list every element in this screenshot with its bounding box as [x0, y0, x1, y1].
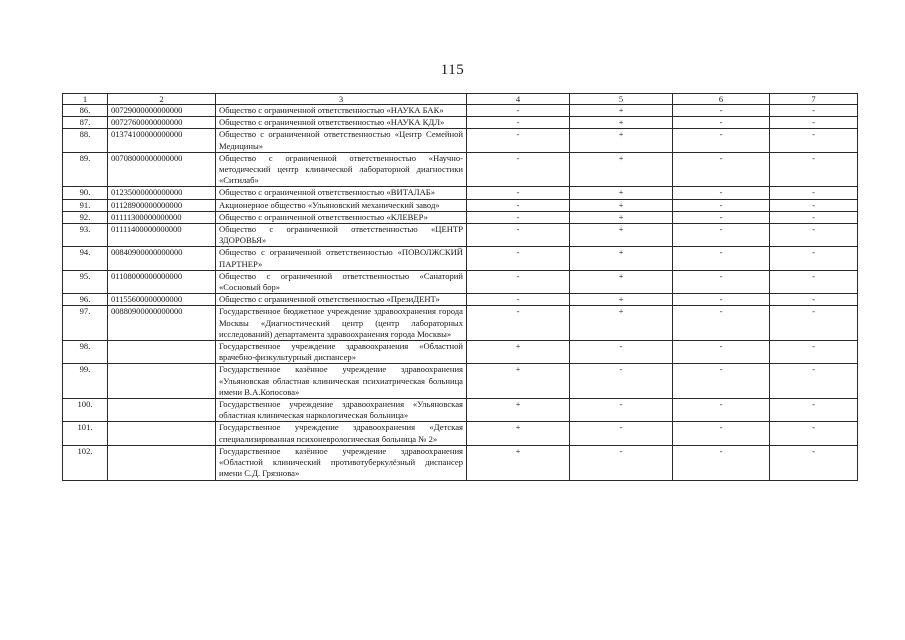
table-row: [63, 247, 858, 270]
organization-name: Государственное казённое учреждение здравоохранения «Областной клинический противотуберкулёзный диспансер имени С.Д. Грязнова»: [216, 445, 467, 480]
row-number: 87.: [63, 117, 108, 129]
mark-column-4: -: [467, 247, 570, 270]
mark-column-5: +: [570, 270, 673, 293]
row-number: 88.: [63, 129, 108, 152]
mark-column-6: -: [673, 129, 770, 152]
mark-column-5: +: [570, 105, 673, 117]
mark-column-4: -: [467, 199, 570, 211]
mark-column-4: -: [467, 306, 570, 341]
table-header: [63, 94, 858, 105]
organization-name: Общество с ограниченной ответственностью «ЦЕНТР ЗДОРОВЬЯ»: [216, 224, 467, 247]
table-row: [63, 270, 858, 293]
registry-code: 01111400000000000: [108, 224, 216, 247]
organization-name: Общество с ограниченной ответственностью «ПрезиДЕНТ»: [216, 294, 467, 306]
mark-column-7: -: [770, 364, 858, 399]
mark-column-5: +: [570, 129, 673, 152]
organization-name: Общество с ограниченной ответственностью «НАУКА КДЛ»: [216, 117, 467, 129]
mark-column-5: +: [570, 152, 673, 187]
mark-column-6: -: [673, 294, 770, 306]
row-number: 90.: [63, 187, 108, 199]
row-number: 101.: [63, 422, 108, 445]
mark-column-4: -: [467, 224, 570, 247]
mark-column-4: -: [467, 129, 570, 152]
mark-column-7: -: [770, 270, 858, 293]
mark-column-6: -: [673, 422, 770, 445]
mark-column-4: -: [467, 105, 570, 117]
mark-column-6: -: [673, 399, 770, 422]
mark-column-6: -: [673, 224, 770, 247]
organization-name: Общество с ограниченной ответственностью «Санаторий «Сосновый бор»: [216, 270, 467, 293]
registry-code: 01235000000000000: [108, 187, 216, 199]
mark-column-5: +: [570, 224, 673, 247]
mark-column-7: -: [770, 187, 858, 199]
mark-column-5: -: [570, 364, 673, 399]
registry-code: [108, 399, 216, 422]
table-row: [63, 422, 858, 445]
organization-name: Общество с ограниченной ответственностью «ПОВОЛЖСКИЙ ПАРТНЕР»: [216, 247, 467, 270]
table-row: [63, 294, 858, 306]
column-header-3: 3: [216, 94, 467, 105]
mark-column-5: +: [570, 117, 673, 129]
page-number: 115: [440, 62, 465, 78]
organization-name: Государственное учреждение здравоохранения «Детская специализированная психоневрологическая больница № 2»: [216, 422, 467, 445]
registry-code: 01128900000000000: [108, 199, 216, 211]
mark-column-4: +: [467, 422, 570, 445]
registry-code: [108, 422, 216, 445]
table-row: [63, 105, 858, 117]
table-row: [63, 117, 858, 129]
mark-column-7: -: [770, 199, 858, 211]
mark-column-7: -: [770, 129, 858, 152]
column-header-2: 2: [108, 94, 216, 105]
mark-column-4: +: [467, 341, 570, 364]
mark-column-5: +: [570, 199, 673, 211]
registry-code: 01111300000000000: [108, 211, 216, 223]
mark-column-4: +: [467, 445, 570, 480]
mark-column-5: -: [570, 399, 673, 422]
table-row: [63, 399, 858, 422]
mark-column-5: +: [570, 294, 673, 306]
column-header-7: 7: [770, 94, 858, 105]
table-row: [63, 224, 858, 247]
registry-code: [108, 341, 216, 364]
registry-code: 01374100000000000: [108, 129, 216, 152]
table-row: [63, 199, 858, 211]
mark-column-5: +: [570, 211, 673, 223]
organization-name: Государственное бюджетное учреждение здравоохранения города Москвы «Диагностический центр (центр лабораторных исследований) департамента здравоохранения города Москвы»: [216, 306, 467, 341]
mark-column-4: -: [467, 294, 570, 306]
row-number: 93.: [63, 224, 108, 247]
mark-column-6: -: [673, 364, 770, 399]
row-number: 92.: [63, 211, 108, 223]
mark-column-4: -: [467, 187, 570, 199]
row-number: 98.: [63, 341, 108, 364]
row-number: 96.: [63, 294, 108, 306]
mark-column-7: -: [770, 105, 858, 117]
organization-name: Государственное учреждение здравоохранения «Ульяновская областная клиническая наркологическая больница»: [216, 399, 467, 422]
table-body: [63, 105, 858, 481]
registry-code: 00729000000000000: [108, 105, 216, 117]
mark-column-5: +: [570, 247, 673, 270]
mark-column-7: -: [770, 399, 858, 422]
row-number: 102.: [63, 445, 108, 480]
organization-name: Общество с ограниченной ответственностью «КЛЕВЕР»: [216, 211, 467, 223]
mark-column-6: -: [673, 270, 770, 293]
mark-column-6: -: [673, 105, 770, 117]
mark-column-6: -: [673, 199, 770, 211]
mark-column-4: -: [467, 270, 570, 293]
organization-name: Общество с ограниченной ответственностью «Центр Семейной Медицины»: [216, 129, 467, 152]
mark-column-7: -: [770, 306, 858, 341]
mark-column-5: +: [570, 306, 673, 341]
registry-code: 00840900000000000: [108, 247, 216, 270]
registry-code: [108, 364, 216, 399]
mark-column-6: -: [673, 341, 770, 364]
mark-column-6: -: [673, 117, 770, 129]
mark-column-7: -: [770, 211, 858, 223]
organization-name: Общество с ограниченной ответственностью «ВИТАЛАБ»: [216, 187, 467, 199]
mark-column-5: +: [570, 187, 673, 199]
registry-code: 00708000000000000: [108, 152, 216, 187]
registry-code: 00727600000000000: [108, 117, 216, 129]
registry-code: 00880900000000000: [108, 306, 216, 341]
organization-name: Общество с ограниченной ответственностью «Научно-методический центр клинической лабораторной диагностики «Ситилаб»: [216, 152, 467, 187]
mark-column-6: -: [673, 247, 770, 270]
table-row: [63, 364, 858, 399]
mark-column-7: -: [770, 422, 858, 445]
table-row: [63, 187, 858, 199]
organization-name: Государственное учреждение здравоохранения «Областной врачебно-физкультурный диспансер»: [216, 341, 467, 364]
row-number: 89.: [63, 152, 108, 187]
row-number: 91.: [63, 199, 108, 211]
mark-column-7: -: [770, 224, 858, 247]
row-number: 94.: [63, 247, 108, 270]
mark-column-7: -: [770, 152, 858, 187]
mark-column-7: -: [770, 445, 858, 480]
mark-column-6: -: [673, 445, 770, 480]
table-row: [63, 445, 858, 480]
mark-column-4: -: [467, 152, 570, 187]
mark-column-5: -: [570, 422, 673, 445]
registry-code: 01155600000000000: [108, 294, 216, 306]
mark-column-4: +: [467, 399, 570, 422]
table-row: [63, 211, 858, 223]
mark-column-6: -: [673, 211, 770, 223]
mark-column-5: -: [570, 445, 673, 480]
row-number: 95.: [63, 270, 108, 293]
mark-column-6: -: [673, 306, 770, 341]
mark-column-4: -: [467, 117, 570, 129]
mark-column-5: -: [570, 341, 673, 364]
mark-column-7: -: [770, 341, 858, 364]
row-number: 86.: [63, 105, 108, 117]
mark-column-7: -: [770, 294, 858, 306]
mark-column-4: -: [467, 211, 570, 223]
row-number: 99.: [63, 364, 108, 399]
column-header-4: 4: [467, 94, 570, 105]
row-number: 97.: [63, 306, 108, 341]
mark-column-7: -: [770, 247, 858, 270]
table-row: [63, 306, 858, 341]
mark-column-6: -: [673, 152, 770, 187]
registry-code: [108, 445, 216, 480]
table-row: [63, 341, 858, 364]
mark-column-6: -: [673, 187, 770, 199]
column-header-1: 1: [63, 94, 108, 105]
mark-column-7: -: [770, 117, 858, 129]
table-row: [63, 129, 858, 152]
column-header-5: 5: [570, 94, 673, 105]
registry-code: 01108000000000000: [108, 270, 216, 293]
organization-name: Акционерное общество «Ульяновский механический завод»: [216, 199, 467, 211]
organization-name: Общество с ограниченной ответственностью «НАУКА БАК»: [216, 105, 467, 117]
organization-name: Государственное казённое учреждение здравоохранения «Ульяновская областная клиническая психиатрическая больница имени В.А.Копосова»: [216, 364, 467, 399]
row-number: 100.: [63, 399, 108, 422]
organizations-table: [62, 93, 858, 481]
table-row: [63, 152, 858, 187]
column-header-6: 6: [673, 94, 770, 105]
mark-column-4: +: [467, 364, 570, 399]
